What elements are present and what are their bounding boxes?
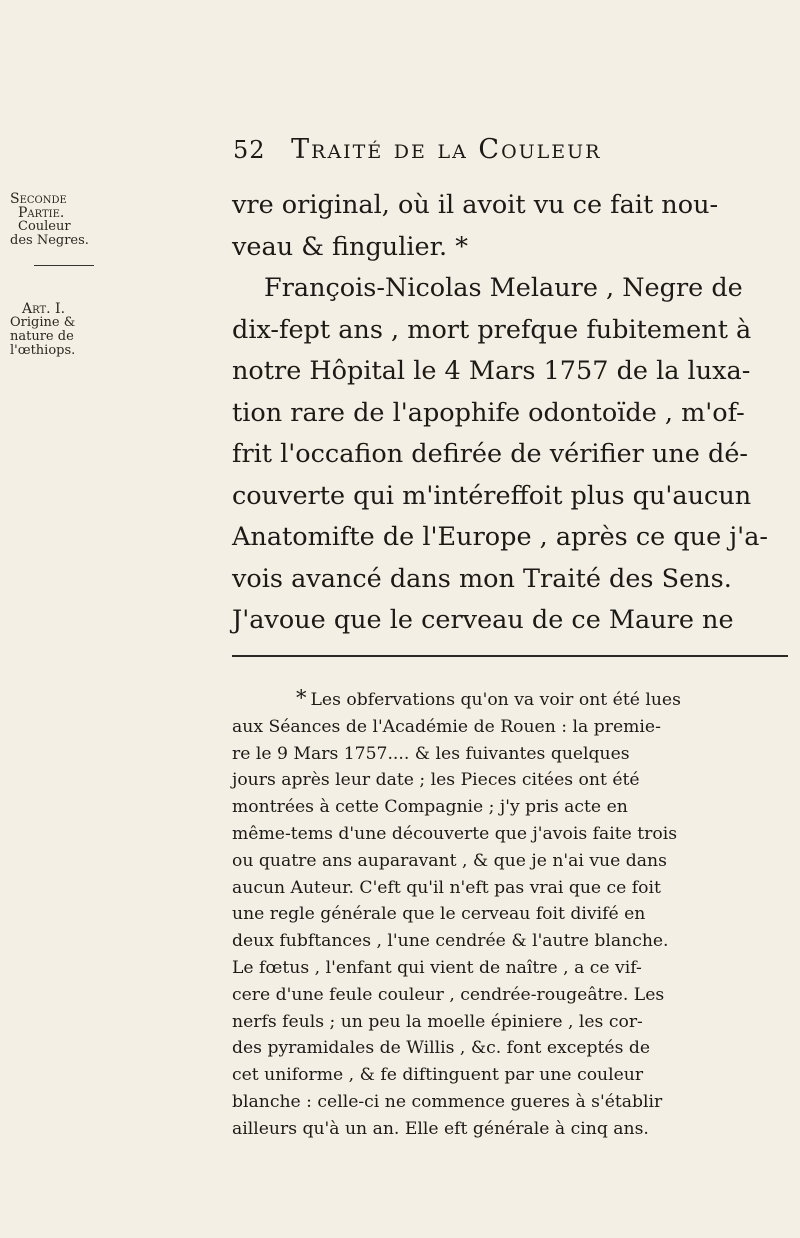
footnote-line: ailleurs qu'à un an. Elle eft générale à cinq ans.	[232, 1118, 649, 1139]
margin-article: Art. I.	[22, 301, 66, 317]
main-text	[232, 185, 790, 642]
footnote-line: une regle générale que le cerveau foit divifé en	[232, 904, 646, 925]
page-number: 52	[233, 136, 266, 164]
margin-part: Seconde	[10, 191, 67, 207]
footnote-line: aux Séances de l'Académie de Rouen : la premie-	[232, 716, 661, 737]
text-line: frit l'occafion defirée de vérifier une dé-	[232, 439, 749, 469]
margin-article-title1: Origine &	[10, 315, 76, 330]
footnote-line: re le 9 Mars 1757.... & les fuivantes quelques	[232, 743, 630, 764]
footnote-line: jours après leur date ; les Pieces citées ont été	[232, 770, 640, 791]
margin-rule	[34, 265, 94, 266]
margin-note-part	[10, 192, 122, 248]
footnote-line: nerfs feuls ; un peu la moelle épiniere , les cor-	[232, 1011, 643, 1032]
margin-subject2: des Negres.	[10, 233, 89, 248]
footnote-line: montrées à cette Compagnie ; j'y pris acte en	[232, 797, 628, 818]
footnote-separator	[232, 655, 788, 657]
margin-article-title2: nature de	[10, 329, 74, 344]
text-line: François-Nicolas Melaure , Negre de	[264, 273, 743, 303]
text-line: J'avoue que le cerveau de ce Maure ne	[232, 605, 734, 635]
footnote-line: * Les obfervations qu'on va voir ont été lues	[296, 686, 681, 710]
text-line: vre original, où il avoit vu ce fait nou-	[232, 190, 719, 220]
running-head	[233, 134, 793, 165]
text-line: veau & fingulier. *	[232, 231, 468, 262]
margin-article-title3: l'œthiops.	[10, 343, 76, 358]
text-line: tion rare de l'apophife odontoïde , m'of-	[232, 397, 745, 428]
text-line: Anatomifte de l'Europe , après ce que j'a-	[232, 522, 769, 552]
text-line: notre Hôpital le 4 Mars 1757 de la luxa-	[232, 356, 751, 386]
margin-part2: Partie.	[18, 205, 65, 221]
footnote-line: ou quatre ans auparavant , & que je n'ai vue dans	[232, 850, 667, 871]
text-line: dix-fept ans , mort prefque fubitement à	[232, 314, 752, 345]
page-title: Traité de la Couleur	[291, 134, 602, 165]
footnote	[232, 685, 790, 1143]
text-line: vois avancé dans mon Traité des Sens.	[232, 563, 732, 594]
footnote-line: cere d'une feule couleur , cendrée-rougeâtre. Les	[232, 984, 665, 1005]
text-line: couverte qui m'intéreffoit plus qu'aucun	[232, 480, 752, 511]
footnote-line: Le fœtus , l'enfant qui vient de naître , a ce vif-	[232, 957, 642, 978]
footnote-line: cet uniforme , & fe diftinguent par une couleur	[232, 1065, 644, 1086]
footnote-marker: *	[296, 686, 307, 710]
footnote-line: des pyramidales de Willis , &c. font exceptés de	[232, 1038, 651, 1059]
margin-note-article	[10, 302, 122, 358]
footnote-line: aucun Auteur. C'eft qu'il n'eft pas vrai que ce foit	[232, 877, 661, 898]
margin-subject1: Couleur	[18, 219, 71, 234]
footnote-line: même-tems d'une découverte que j'avois faite trois	[232, 823, 678, 844]
footnote-line: blanche : celle-ci ne commence gueres à s'établir	[232, 1091, 663, 1112]
footnote-line: deux fubftances , l'une cendrée & l'autre blanche.	[232, 931, 669, 952]
